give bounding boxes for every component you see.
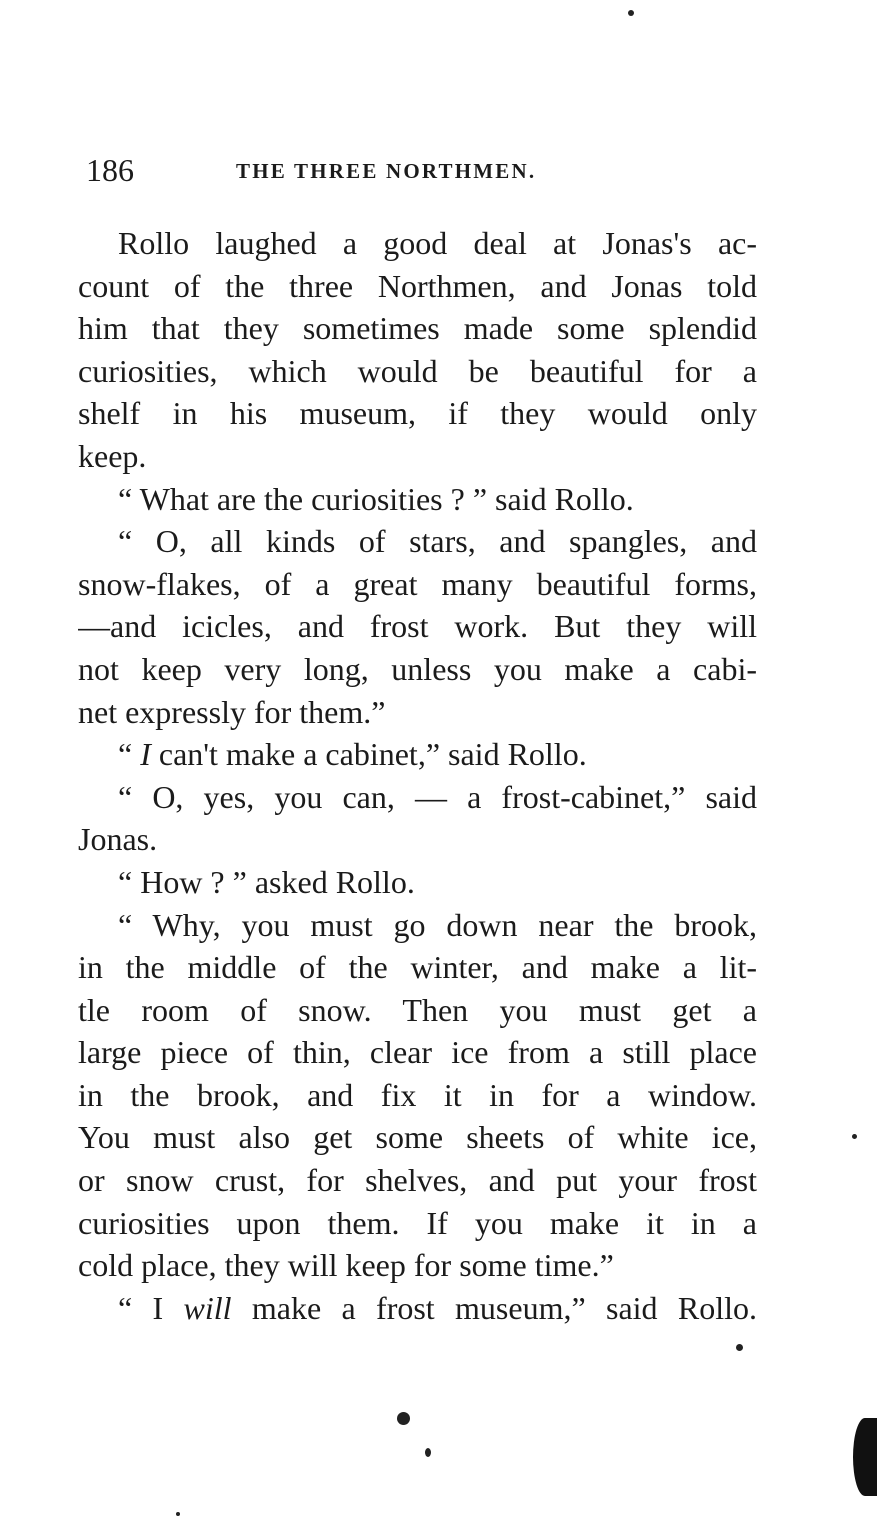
text-line: “ O, all kinds of stars, and spangles, and — [118, 523, 757, 560]
text-line: “ How ? ” asked Rollo. — [118, 863, 415, 900]
edge-ink-blot — [853, 1418, 877, 1496]
line-remainder: can't make a cabinet,” said Rollo. — [150, 736, 587, 773]
text-line: curiosities upon them. If you make it in a — [78, 1204, 757, 1241]
text-line: “ Why, you must go down near the brook, — [118, 906, 757, 943]
page-number: 186 — [86, 152, 134, 188]
ink-speck — [397, 1412, 410, 1425]
text-line: or snow crust, for shelves, and put your frost — [78, 1162, 757, 1199]
ink-speck — [425, 1448, 431, 1457]
ink-speck — [176, 1512, 180, 1516]
text-line: in the middle of the winter, and make a lit- — [78, 949, 757, 986]
running-title: THE THREE NORTHMEN. — [236, 159, 537, 183]
text-line: tle room of snow. Then you must get a — [78, 991, 757, 1028]
open-quote: “ I — [118, 1289, 184, 1326]
text-line: keep. — [78, 437, 147, 474]
text-line: snow-flakes, of a great many beautiful forms, — [78, 565, 757, 602]
text-line: Jonas. — [78, 821, 158, 858]
text-line: net expressly for them.” — [78, 693, 386, 730]
text-line: him that they sometimes made some splendid — [78, 310, 757, 347]
text-line: You must also get some sheets of white ice, — [78, 1119, 757, 1156]
page-header — [86, 150, 766, 190]
italic-word: will — [183, 1289, 232, 1326]
text-line: not keep very long, unless you make a cabi- — [78, 650, 757, 687]
text-line: shelf in his museum, if they would only — [78, 395, 757, 432]
italic-word: I — [140, 736, 151, 773]
text-line: —and icicles, and frost work. But they will — [78, 608, 757, 645]
text-line: Rollo laughed a good deal at Jonas's ac- — [118, 225, 757, 261]
text-line: “ What are the curiosities ? ” said Rollo. — [118, 480, 634, 517]
text-line: cold place, they will keep for some time.” — [78, 1247, 614, 1284]
ink-speck — [628, 10, 634, 16]
text-line: curiosities, which would be beautiful for a — [78, 352, 757, 389]
text-line: “ O, yes, you can, — a frost-cabinet,” said — [118, 778, 757, 815]
ink-speck — [736, 1344, 743, 1351]
line-remainder: make a frost museum,” said Rollo. — [231, 1289, 757, 1326]
body-text — [78, 222, 757, 1329]
text-line: large piece of thin, clear ice from a still place — [78, 1034, 757, 1071]
text-line: in the brook, and fix it in for a window. — [78, 1076, 757, 1113]
ink-speck — [852, 1134, 857, 1139]
open-quote: “ — [118, 736, 133, 773]
text-line — [78, 1287, 757, 1330]
text-line: count of the three Northmen, and Jonas told — [78, 267, 757, 304]
text-line — [78, 733, 757, 776]
